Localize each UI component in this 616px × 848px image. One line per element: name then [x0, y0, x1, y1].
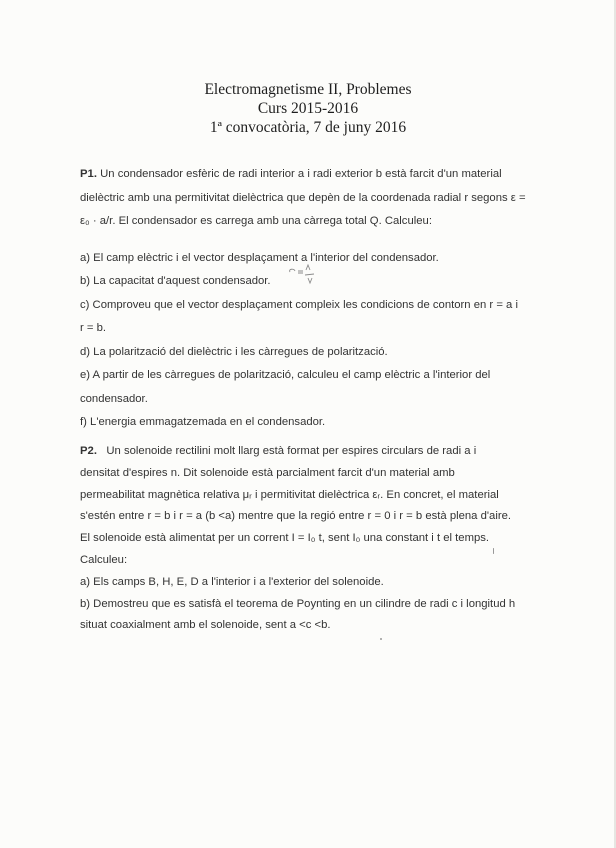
problem-1-item-d: d) La polarització del dielèctric i les càrregues de polarització.: [80, 345, 388, 358]
exam-header: [0, 80, 616, 137]
problem-1-item-e-cont: condensador.: [80, 392, 148, 405]
problem-2-statement-line-6: Calculeu:: [80, 553, 128, 566]
exam-course: Curs 2015-2016: [257, 100, 359, 117]
problem-2: [80, 441, 557, 637]
paper-speck: [493, 548, 494, 554]
problem-1-label: P1.: [80, 168, 97, 180]
problem-1-statement-line-1: P1. Un condensador esfèric de radi interior a i radi exterior b està farcit d'un material: [80, 168, 502, 180]
problem-2-statement-line-3: permeabilitat magnètica relativa μᵣ i permitivitat dielèctrica εᵣ. En concret, el material: [80, 488, 499, 501]
problem-2-item-a: a) Els camps B, H, E, D a l'interior i a l'exterior del solenoide.: [80, 575, 384, 588]
problem-2-statement-line-1: P2. Un solenoide rectilini molt llarg està format per espires circulars de radi a i: [80, 445, 477, 457]
problem-1-statement-line-2: dielèctric amb una permitivitat dielèctrica que depèn de la coordenada radial r segons ε =: [80, 191, 526, 204]
problem-1: [80, 163, 557, 435]
paper-speck: [380, 638, 382, 640]
problem-1-item-b: b) La capacitat d'aquest condensador.: [80, 275, 271, 287]
problem-1-item-f: f) L'energia emmagatzemada en el condensador.: [80, 416, 326, 428]
problem-2-statement-line-2: densitat d'espires n. Dit solenoide està parcialment farcit d'un material amb: [80, 466, 455, 479]
exam-title: Electromagnetisme II, Problemes: [204, 81, 412, 98]
handwritten-annotation: [287, 263, 319, 289]
problem-1-item-c-cont: r = b.: [80, 322, 107, 334]
problem-2-statement-line-5: El solenoide està alimentat per un corrent I = I₀ t, sent I₀ una constant i t el temps.: [80, 532, 490, 545]
problem-1-item-c: c) Comproveu que el vector desplaçament compleix les condicions de contorn en r = a i: [80, 298, 518, 311]
problem-2-item-b-cont: situat coaxialment amb el solenoide, sent a <c <b.: [80, 619, 331, 632]
problem-1-item-e: e) A partir de les càrregues de polarització, calculeu el camp elèctric a l'interior del: [80, 369, 491, 381]
problem-1-statement-line-3: ε₀ · a/r. El condensador es carrega amb una càrrega total Q. Calculeu:: [80, 215, 432, 227]
exam-session: 1ª convocatòria, 7 de juny 2016: [209, 119, 407, 136]
problem-2-statement-line-4: s'estén entre r = b i r = a (b <a) mentre que la regió entre r = 0 i r = b està plena d'aire.: [80, 510, 512, 523]
problem-2-label: P2.: [80, 445, 97, 457]
problem-1-item-a: a) El camp elèctric i el vector desplaçament a l'interior del condensador.: [80, 251, 439, 264]
problem-2-item-b: b) Demostreu que es satisfà el teorema de Poynting en un cilindre de radi c i longitud h: [80, 597, 516, 610]
